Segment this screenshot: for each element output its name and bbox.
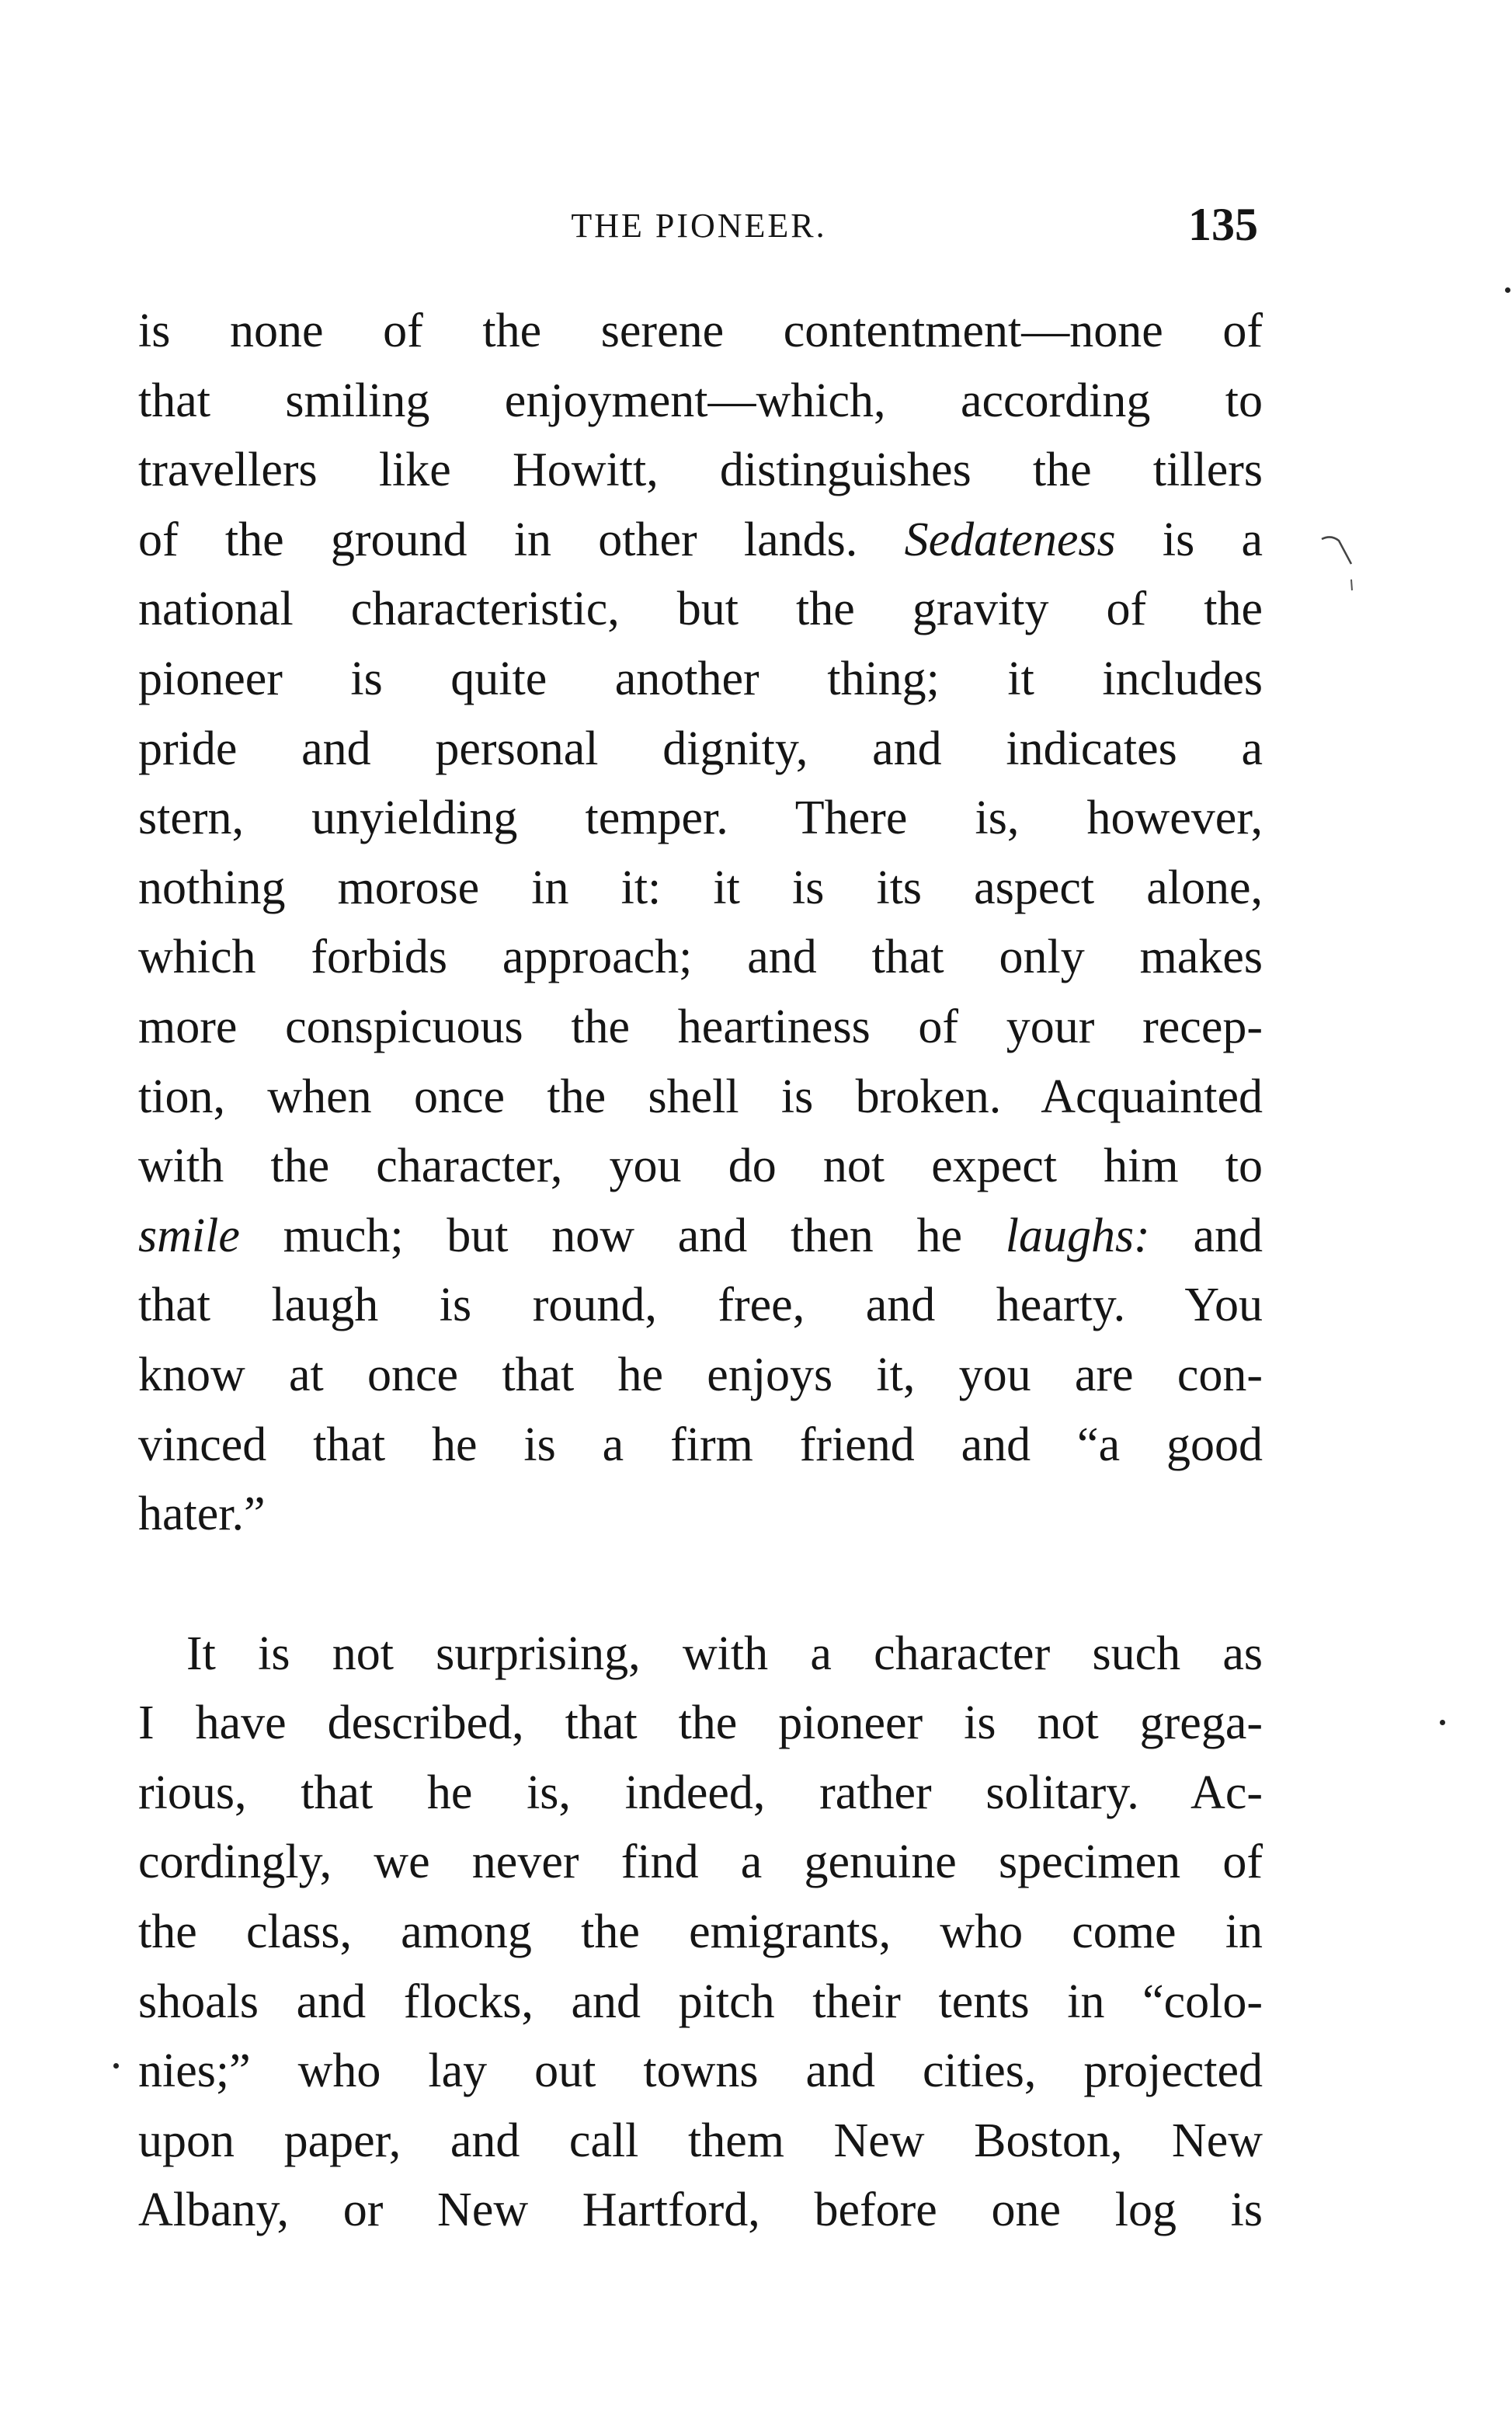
text-run: that laugh is round, free, and hearty. You	[138, 1279, 1263, 1332]
running-head	[140, 198, 1258, 260]
text-line	[138, 2107, 1263, 2177]
speck-mark	[1440, 1720, 1445, 1725]
text-line	[138, 2037, 1263, 2107]
running-title: THE PIONEER.	[571, 207, 827, 245]
text-line	[138, 1411, 1263, 1481]
text-line	[138, 923, 1263, 993]
text-run: tion, when once the shell is broken. Acquainted	[138, 1070, 1263, 1123]
text-line	[138, 1341, 1263, 1411]
text-line	[138, 645, 1263, 715]
text-line	[138, 575, 1263, 645]
text-run: nies;” who lay out towns and cities, projected	[138, 2044, 1263, 2098]
text-line	[138, 1828, 1263, 1898]
text-run: cordingly, we never find a genuine specimen of	[138, 1836, 1263, 1889]
italic-run: smile	[138, 1209, 240, 1262]
text-run: hater.”	[138, 1488, 266, 1541]
text-line	[138, 1202, 1263, 1272]
italic-run: Sedateness	[904, 513, 1116, 566]
text-run: with the character, you do not expect him to	[138, 1140, 1263, 1193]
paragraph-gap	[138, 1550, 1263, 1620]
text-line	[138, 1898, 1263, 1968]
text-run: is none of the serene contentment—none of	[138, 304, 1263, 357]
text-line	[138, 993, 1263, 1063]
text-line	[138, 1132, 1263, 1202]
text-run: Albany, or New Hartford, before one log is	[138, 2184, 1263, 2237]
text-line	[138, 854, 1263, 924]
page-number: 135	[1188, 199, 1258, 250]
text-run: that smiling enjoyment—which, according to	[138, 374, 1263, 427]
text-run: the class, among the emigrants, who come in	[138, 1905, 1263, 1959]
text-run: pride and personal dignity, and indicates a	[138, 722, 1263, 775]
text-line	[138, 2176, 1263, 2246]
text-run: stern, unyielding temper. There is, however,	[138, 792, 1263, 845]
text-line	[138, 297, 1263, 367]
text-line	[138, 1271, 1263, 1341]
text-run: vinced that he is a firm friend and “a good	[138, 1418, 1263, 1471]
text-run: national characteristic, but the gravity of the	[138, 583, 1263, 636]
paragraph	[138, 1620, 1263, 2246]
text-run: much; but now and then he	[239, 1209, 1006, 1262]
text-run: more conspicuous the heartiness of your recep-	[138, 1000, 1263, 1053]
text-line	[138, 715, 1263, 785]
text-run: shoals and flocks, and pitch their tents in “colo-	[138, 1975, 1263, 2028]
speck-mark	[1505, 287, 1510, 293]
text-line	[138, 506, 1263, 576]
text-line	[138, 1759, 1263, 1829]
text-run: of the ground in other lands.	[138, 513, 905, 566]
body-text	[138, 297, 1263, 2246]
text-run: travellers like Howitt, distinguishes the tillers	[138, 444, 1263, 497]
text-run: upon paper, and call them New Boston, New	[138, 2114, 1263, 2167]
paragraph	[138, 297, 1263, 1550]
text-run: nothing morose in it: it is its aspect alone,	[138, 861, 1263, 914]
pencil-mark-icon	[1320, 533, 1359, 603]
text-run: and	[1149, 1209, 1263, 1262]
text-run: rious, that he is, indeed, rather solitary. Ac-	[138, 1766, 1263, 1819]
text-run: It is not surprising, with a character such as	[186, 1627, 1263, 1680]
text-line	[138, 1968, 1263, 2037]
text-run: know at once that he enjoys it, you are con-	[138, 1348, 1263, 1401]
text-line	[138, 1063, 1263, 1133]
text-run: which forbids approach; and that only makes	[138, 931, 1263, 984]
text-run: pioneer is quite another thing; it includes	[138, 652, 1263, 705]
text-line	[138, 436, 1263, 506]
italic-run: laughs:	[1005, 1209, 1150, 1262]
text-line	[138, 784, 1263, 854]
text-line	[138, 1620, 1263, 1689]
speck-mark	[113, 2063, 119, 2069]
text-line	[138, 1689, 1263, 1759]
text-run: is a	[1115, 513, 1263, 566]
text-run: I have described, that the pioneer is not grega-	[138, 1696, 1263, 1750]
text-line	[138, 1480, 1263, 1550]
text-line	[138, 367, 1263, 437]
